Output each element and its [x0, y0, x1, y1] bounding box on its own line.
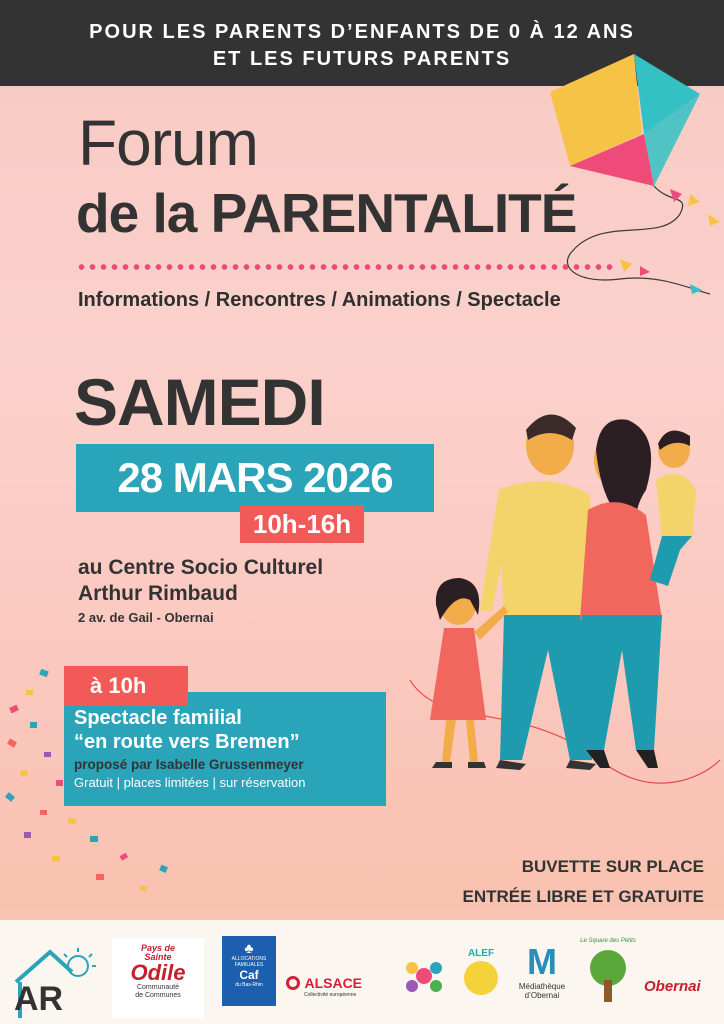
obernai-name: Obernai	[644, 978, 701, 995]
mediatheque-logo	[512, 942, 572, 1012]
alef-name: ALEF	[467, 948, 495, 959]
pays-sainte-odile-logo	[112, 938, 204, 1018]
alsace-heart-icon	[286, 976, 300, 990]
odile-sub2: de Communes	[135, 992, 181, 999]
show-time-badge: à 10h	[64, 666, 188, 706]
venue-line-1: au Centre Socio Culturel	[78, 556, 324, 579]
odile-line1: Pays de	[140, 943, 176, 953]
buvette-note: BUVETTE SUR PLACE	[521, 857, 704, 876]
alsace-logo	[286, 974, 382, 1004]
show-name: “en route vers Bremen”	[74, 731, 300, 753]
caf-line3: Caf	[239, 968, 259, 982]
mediatheque-line1: Médiathèque	[518, 982, 566, 991]
title-parentalite: de la PARENTALITÉ	[76, 182, 577, 244]
show-info: Gratuit | places limitées | sur réservation	[74, 775, 306, 790]
audience-line-2: ET LES FUTURS PARENTS	[212, 48, 512, 70]
odile-line3: Odile	[130, 960, 186, 985]
event-day: SAMEDI	[74, 365, 325, 439]
mediatheque-line2: d’Obernai	[524, 991, 560, 1000]
event-time: 10h-16h	[240, 505, 364, 543]
square-des-petits-logo	[576, 938, 640, 1018]
audience-line-1: POUR LES PARENTS D’ENFANTS DE 0 À 12 ANS	[89, 21, 635, 43]
alef-sun-icon	[464, 961, 498, 995]
square-name: Le Square des Petits	[580, 938, 636, 944]
event-date: 28 MARS 2026	[76, 444, 434, 512]
alef-logo	[458, 948, 504, 1008]
show-presenter: proposé par Isabelle Grussenmeyer	[74, 757, 304, 772]
subtitle-activities: Informations / Rencontres / Animations / Spectacle	[78, 289, 561, 311]
caf-family-icon: ♣	[244, 940, 254, 956]
ar-logo-text: AR	[14, 980, 64, 1018]
venue-address: 2 av. de Gail - Obernai	[78, 610, 214, 625]
free-entry-note: ENTRÉE LIBRE ET GRATUITE	[462, 887, 704, 906]
ar-logo	[12, 942, 102, 1022]
partner-logos-footer	[0, 920, 724, 1024]
venue-line-2: Arthur Rimbaud	[78, 582, 238, 605]
caf-line2: FAMILIALES	[234, 962, 264, 968]
caf-line1: ALLOCATIONS	[231, 956, 267, 962]
community-circle-logo	[398, 946, 450, 1008]
alsace-name: ALSACE	[304, 974, 363, 991]
show-panel	[64, 692, 386, 806]
show-title: Spectacle familial	[74, 707, 242, 729]
caf-line4: du Bas-Rhin	[235, 982, 263, 988]
title-forum: Forum	[78, 107, 258, 179]
family-illustration	[400, 400, 724, 820]
tree-icon	[576, 944, 640, 1006]
mediatheque-m: M	[527, 941, 557, 982]
odile-sub1: Communauté	[136, 984, 180, 991]
odile-line2: Sainte	[144, 952, 172, 962]
caf-logo	[222, 936, 276, 1006]
dotted-divider	[76, 264, 616, 270]
obernai-logo	[644, 978, 718, 1002]
alsace-sub: Collectivité européenne	[304, 992, 357, 998]
